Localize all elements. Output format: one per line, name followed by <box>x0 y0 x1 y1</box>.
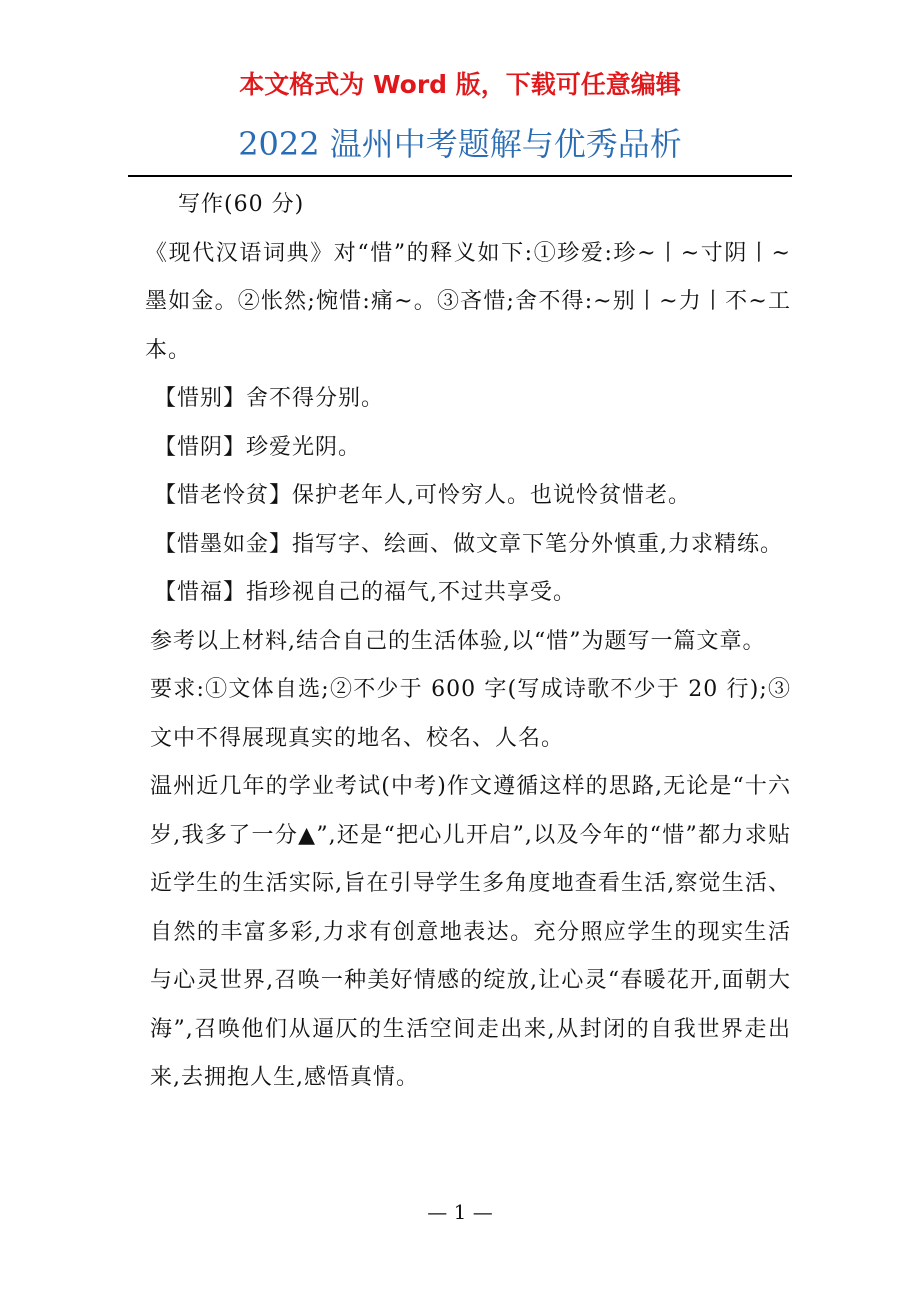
page-number: — 1 — <box>427 1200 493 1224</box>
entry-xiyin: 【惜阴】珍爱光阴。 <box>154 434 362 460</box>
title-divider <box>128 175 792 177</box>
entry-xilaolianpin: 【惜老怜贫】保护老年人,可怜穷人。也说怜贫惜老。 <box>154 483 691 508</box>
format-notice-banner: 本文格式为 Word 版，下载可任意编辑 <box>239 70 681 99</box>
document-body <box>141 181 791 1103</box>
page-title: 2022 温州中考题解与优秀品析 <box>238 125 682 163</box>
analysis-paragraph: 温州近几年的学业考试(中考)作文遵循这样的思路,无论是“十六岁,我多了一分▲”,还是“把心儿开启”,以及今年的“惜”都力求贴近学生的生活实际,旨在引导学生多角度地查看生活,察觉生活、自然的丰富多彩,力求有创意地表达。充分照应学生的现实生活与心灵世界,召唤一种美好情感的绽放,让心灵“春暖花开,面朝大海”,召唤他们从逼仄的生活空间走出来,从封闭的自我世界走出来,去拥抱人生,感悟真情。 <box>150 774 791 1090</box>
dictionary-definition-paragraph: 《现代汉语词典》对“惜”的释义如下:①珍爱:珍~丨~寸阴丨~墨如金。②怅然;惋惜:痛~。③吝惜;舍不得:~别丨~力丨不~工本。 <box>145 240 791 363</box>
requirements-paragraph: 要求:①文体自选;②不少于 600 字(写成诗歌不少于 20 行);③文中不得展现真实的地名、校名、人名。 <box>150 677 791 751</box>
section-heading: 写作(60 分) <box>178 192 305 217</box>
writing-prompt-paragraph: 参考以上材料,结合自己的生活体验,以“惜”为题写一篇文章。 <box>150 628 766 654</box>
entry-ximorujin: 【惜墨如金】指写字、绘画、做文章下笔分外慎重,力求精练。 <box>154 531 783 557</box>
entry-xifu: 【惜福】指珍视自己的福气,不过共享受。 <box>154 580 576 605</box>
entry-xibie: 【惜别】舍不得分别。 <box>154 386 385 411</box>
